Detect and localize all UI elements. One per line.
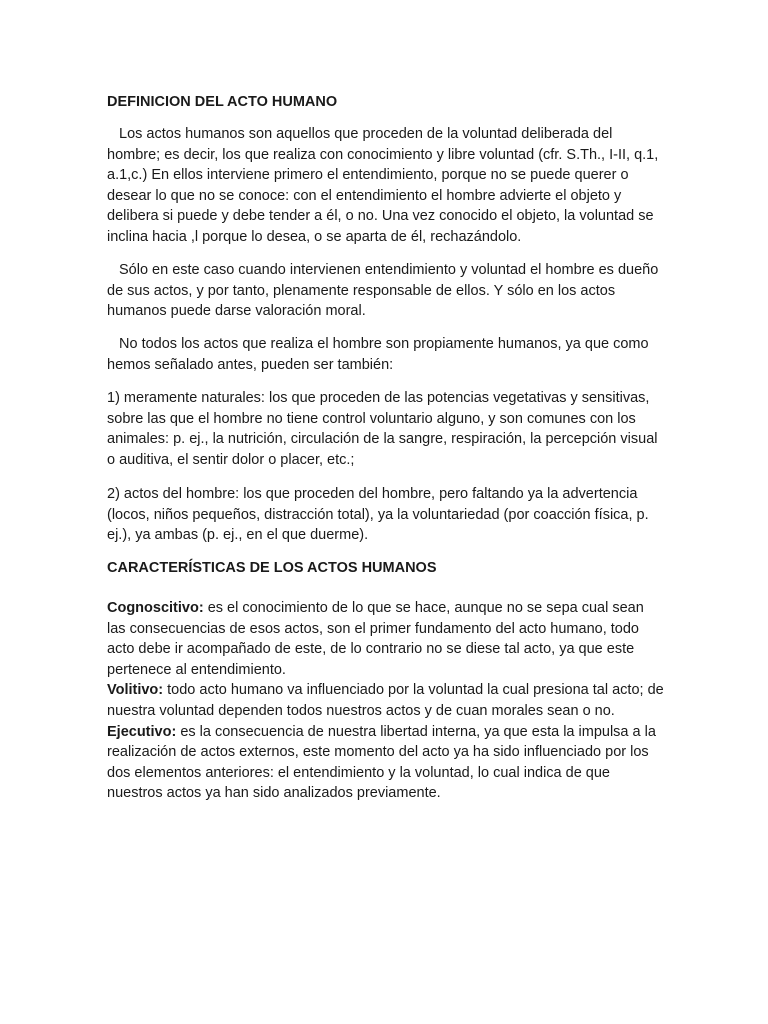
paragraph-no-todos: No todos los actos que realiza el hombre son propiamente humanos, ya que como hemos señalado antes, pueden ser también: — [107, 336, 649, 373]
section-heading-definicion: DEFINICION DEL ACTO HUMANO — [107, 94, 338, 110]
definition-ejecutivo: es la consecuencia de nuestra libertad interna, ya que esta la impulsa a la realización de actos externos, este momento del acto ya ha sido influenciado por los dos elementos anteriores: el entendimiento y la voluntad, lo cual indica de que nuestros actos ya han sido analizados previamente. — [107, 723, 656, 802]
definition-volitivo: todo acto humano va influenciado por la voluntad la cual presiona tal acto; de nuestra voluntad dependen todos nuestros actos y de cuan morales sean o no. — [107, 682, 664, 719]
characteristics-block — [107, 598, 665, 804]
term-volitivo: Volitivo: — [107, 682, 164, 699]
paragraph-solo-en-este-caso: Sólo en este caso cuando intervienen entendimiento y voluntad el hombre es dueño de sus actos, y por tanto, plenamente responsable de ellos. Y sólo en los actos humanos puede darse valoración moral. — [107, 262, 659, 320]
characteristic-cognoscitivo — [107, 598, 665, 680]
list-item-actos-del-hombre: 2) actos del hombre: los que proceden del hombre, pero faltando ya la advertencia (locos, niños pequeños, distracción total), ya la voluntariedad (por coacción física, p. ej.), ya ambas (p. ej., en el que duerme). — [107, 486, 649, 544]
paragraph-definicion: Los actos humanos son aquellos que proceden de la voluntad deliberada del hombre; es decir, los que realiza con conocimiento y libre voluntad (cfr. S.Th., I-II, q.1, a.1,c.) En ellos interviene primero el entendimiento, porque no se puede querer o desear lo que no se conoce: con el entendimiento el hombre advierte el objeto y delibera si puede y debe tender a él, o no. Una vez conocido el objeto, la voluntad se inclina hacia ,l porque lo desea, o se aparta de él, rechazándolo. — [107, 126, 659, 245]
characteristic-volitivo — [107, 680, 665, 721]
section-heading-caracteristicas: CARACTERÍSTICAS DE LOS ACTOS HUMANOS — [107, 560, 437, 576]
definition-cognoscitivo: es el conocimiento de lo que se hace, aunque no se sepa cual sean las consecuencias de esos actos, son el primer fundamento del acto humano, todo acto debe ir acompañado de este, de lo contrario no se diese tal acto, ya que este pertenece al entendimiento. — [107, 600, 644, 678]
list-item-naturales: 1) meramente naturales: los que proceden de las potencias vegetativas y sensitivas, sobre las que el hombre no tiene control voluntario alguno, y son comunes con los animales: p. ej., la nutrición, circulación de la sangre, respiración, la percepción visual o auditiva, el sentir dolor o placer, etc.; — [107, 390, 658, 468]
term-ejecutivo: Ejecutivo: — [107, 723, 177, 740]
term-cognoscitivo: Cognoscitivo: — [107, 600, 204, 616]
characteristic-ejecutivo — [107, 722, 665, 804]
